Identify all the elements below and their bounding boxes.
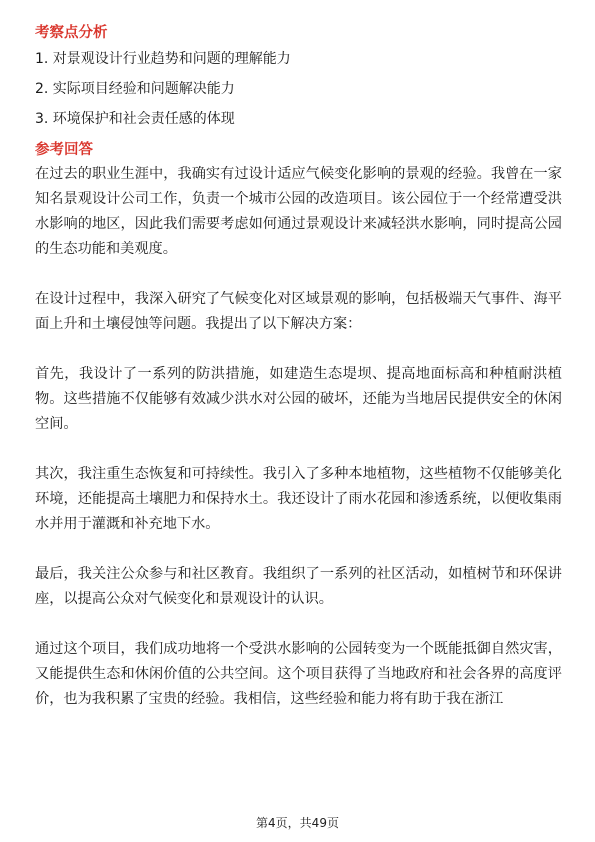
answer-paragraph: 通过这个项目，我们成功地将一个受洪水影响的公园转变为一个既能抵御自然灾害，又能提供生态和休闲价值的公共空间。这个项目获得了当地政府和社会各界的高度评价，也为我积累了宝贵的经验。我相信，这些经验和能力将有助于我在浙江 bbox=[35, 641, 562, 707]
answer-paragraph: 在过去的职业生涯中，我确实有过设计适应气候变化影响的景观的经验。我曾在一家知名景观设计公司工作，负责一个城市公园的改造项目。该公园位于一个经常遭受洪水影响的地区，因此我们需要考虑如何通过景观设计来减轻洪水影响，同时提高公园的生态功能和美观度。 bbox=[35, 166, 562, 257]
answer-paragraph: 其次，我注重生态恢复和可持续性。我引入了多种本地植物，这些植物不仅能够美化环境，还能提高土壤肥力和保持水土。我还设计了雨水花园和渗透系统，以便收集雨水并用于灌溉和补充地下水。 bbox=[35, 466, 562, 532]
analysis-point: 2. 实际项目经验和问题解决能力 bbox=[35, 81, 235, 97]
answer-paragraph: 首先，我设计了一系列的防洪措施，如建造生态堤坝、提高地面标高和种植耐洪植物。这些措施不仅能够有效减少洪水对公园的破坏，还能为当地居民提供安全的休闲空间。 bbox=[35, 366, 562, 432]
document-body bbox=[35, 22, 562, 712]
analysis-heading: 考察点分析 bbox=[35, 25, 108, 41]
answer-paragraph: 在设计过程中，我深入研究了气候变化对区域景观的影响，包括极端天气事件、海平面上升和土壤侵蚀等问题。我提出了以下解决方案： bbox=[35, 291, 562, 332]
analysis-point: 1. 对景观设计行业趋势和问题的理解能力 bbox=[35, 51, 291, 67]
analysis-point: 3. 环境保护和社会责任感的体现 bbox=[35, 111, 235, 127]
analysis-point-list bbox=[35, 49, 562, 130]
answer-heading: 参考回答 bbox=[35, 142, 93, 158]
page-number: 第4页，共49页 bbox=[256, 816, 339, 830]
answer-paragraph: 最后，我关注公众参与和社区教育。我组织了一系列的社区活动，如植树节和环保讲座，以提高公众对气候变化和景观设计的认识。 bbox=[35, 566, 562, 607]
